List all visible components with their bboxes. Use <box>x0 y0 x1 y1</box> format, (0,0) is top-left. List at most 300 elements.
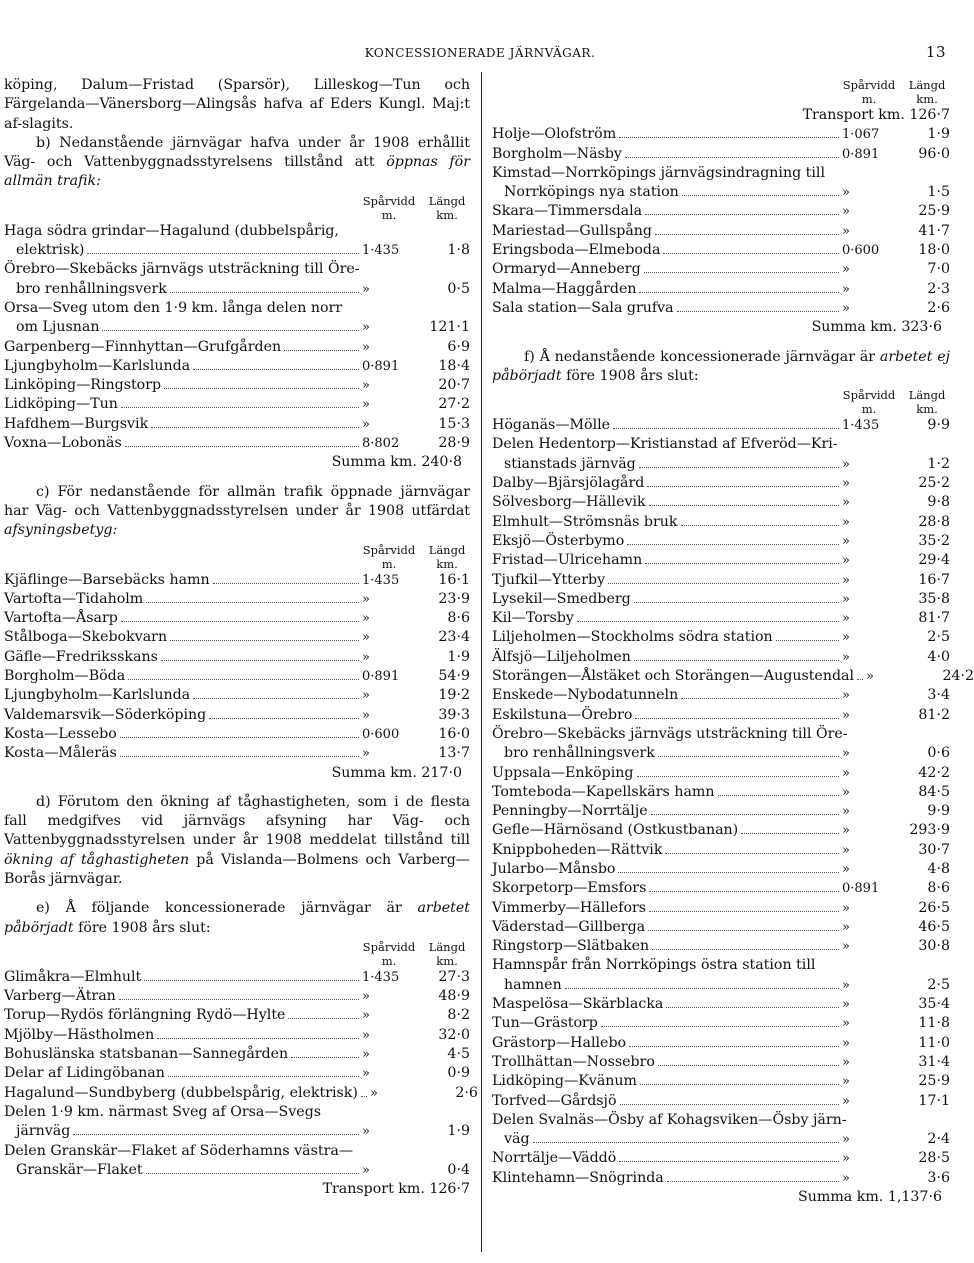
gauge-value: » <box>362 397 370 413</box>
gauge-value: » <box>842 611 850 627</box>
length-value: 28·9 <box>438 435 470 452</box>
right-column <box>492 76 974 1207</box>
table-row <box>492 918 950 937</box>
railway-name: Ljungbyholm—Karlslunda <box>4 687 191 704</box>
dot-leader <box>634 602 839 603</box>
length-value: 32·0 <box>438 1026 470 1043</box>
length-value: 15·3 <box>438 415 470 432</box>
table-row <box>4 648 470 667</box>
railway-name: järnväg <box>16 1123 71 1140</box>
table-row <box>492 493 950 512</box>
table-row <box>4 395 470 414</box>
dot-leader <box>284 350 359 351</box>
railway-name: Borgholm—Böda <box>4 668 126 685</box>
gauge-value: 1·435 <box>362 243 400 259</box>
col-head-gauge: Spårvidd m. <box>362 193 416 222</box>
length-value: 26·5 <box>918 899 950 916</box>
length-value: 1·9 <box>447 648 470 665</box>
table-row-text: Delen Svalnäs—Ösby af Kohagsviken—Ösby järn- <box>492 1111 847 1128</box>
railway-name: Torup—Rydös förlängning Rydö—Hylte <box>4 1007 286 1024</box>
dot-leader <box>121 407 359 408</box>
dot-leader <box>601 1026 839 1027</box>
gauge-value: » <box>842 185 850 201</box>
table-row <box>492 899 950 918</box>
length-value: 13·7 <box>438 745 470 762</box>
dot-leader <box>667 1181 839 1182</box>
section-c-text-main: c) För nedanstående för allmän trafik öppnade järnvägar har Väg- och Vattenbyggnadsstyrelsen under år 1908 utfärdat <box>4 483 470 519</box>
gauge-value: 1·435 <box>842 418 880 434</box>
dot-leader <box>649 911 839 912</box>
length-value: 18·0 <box>918 242 950 259</box>
gauge-value: » <box>866 669 875 685</box>
length-value: 18·4 <box>438 357 470 374</box>
gauge-value: » <box>842 804 850 820</box>
table-row <box>492 860 950 879</box>
table-row <box>492 455 950 474</box>
railway-name: Kil—Torsby <box>492 610 574 627</box>
railway-name: Malma—Haggården <box>492 280 637 297</box>
section-f-sum: Summa km. 1,137·6 <box>798 1189 942 1206</box>
dot-leader <box>119 999 359 1000</box>
gauge-value: 1·435 <box>362 572 400 588</box>
gauge-value: » <box>362 1027 370 1043</box>
length-value: 23·9 <box>438 590 470 607</box>
dot-leader <box>666 1007 839 1008</box>
section-c-sum: Summa km. 217·0 <box>331 764 462 781</box>
dot-leader <box>677 311 839 312</box>
right-column-heads <box>492 78 950 106</box>
dot-leader <box>637 776 839 777</box>
gauge-value: » <box>842 495 850 511</box>
railway-name: om Ljusnan <box>16 319 100 336</box>
dot-leader <box>120 737 359 738</box>
table-row <box>492 1053 950 1072</box>
railway-name: Enskede—Nybodatunneln <box>492 687 679 704</box>
table-row <box>4 1026 470 1045</box>
gauge-value: » <box>362 1162 370 1178</box>
length-value: 1·5 <box>927 184 950 201</box>
table-row-text: Kimstad—Norrköpings järnvägsindragning till <box>492 164 825 181</box>
section-c-emphasis: afsyningsbetyg: <box>4 522 118 539</box>
table-row <box>4 609 470 628</box>
length-value: 11·8 <box>918 1015 950 1032</box>
dot-leader <box>161 660 359 661</box>
dot-leader <box>658 756 839 757</box>
table-row-text: Orsa—Sveg utom den 1·9 km. långa delen norr <box>4 299 343 316</box>
dot-leader <box>121 621 359 622</box>
gauge-value: » <box>842 204 850 220</box>
dot-leader <box>776 640 839 641</box>
length-value: 27·3 <box>438 968 470 985</box>
dot-leader <box>649 505 839 506</box>
length-value: 16·7 <box>918 571 950 588</box>
table-row <box>4 968 470 987</box>
length-value: 293·9 <box>909 822 950 839</box>
table-row <box>492 1072 950 1091</box>
dot-leader <box>652 949 839 950</box>
section-b-emphasis: öppnas för allmän trafik: <box>4 154 470 190</box>
length-value: 24·2 <box>942 668 974 685</box>
col-head-length: Längd km. <box>428 939 466 968</box>
length-value: 39·3 <box>438 706 470 723</box>
gauge-value: 0·600 <box>842 243 880 259</box>
table-row <box>492 183 950 202</box>
table-row <box>492 667 974 686</box>
gauge-value: » <box>842 784 850 800</box>
length-value: 27·2 <box>438 396 470 413</box>
table-row <box>492 821 950 840</box>
dot-leader <box>618 872 839 873</box>
dot-leader <box>168 1076 359 1077</box>
dot-leader <box>125 446 359 447</box>
railway-name: Norrtälje—Väddö <box>492 1150 617 1167</box>
length-value: 84·5 <box>918 783 950 800</box>
table-row <box>492 1169 950 1188</box>
dot-leader <box>170 640 359 641</box>
railway-name: Trollhättan—Nossebro <box>492 1053 655 1070</box>
railway-name: Höganäs—Mölle <box>492 417 611 434</box>
dot-leader <box>635 718 839 719</box>
table-row <box>492 609 950 628</box>
length-value: 1·9 <box>447 1123 470 1140</box>
gauge-value: » <box>842 1151 850 1167</box>
railway-name: Vimmerby—Hällefors <box>492 899 647 916</box>
col-head-length: Längd km. <box>908 78 946 106</box>
table-row-text: Delen Granskär—Flaket af Söderhamns västra— <box>4 1142 354 1159</box>
table-row <box>4 725 470 744</box>
section-c-text <box>4 483 470 541</box>
table-row <box>492 125 950 144</box>
dot-leader <box>170 292 359 293</box>
table-row <box>4 628 470 647</box>
gauge-value: » <box>842 1074 850 1090</box>
dot-leader <box>613 428 839 429</box>
length-value: 121·1 <box>429 319 470 336</box>
gauge-value: » <box>842 572 850 588</box>
gauge-value: » <box>362 1047 370 1063</box>
railway-name: Lysekil—Smedberg <box>492 590 631 607</box>
col-head-length: Längd km. <box>428 193 466 222</box>
dot-leader <box>151 427 359 428</box>
table-row <box>4 706 470 725</box>
table-row <box>492 299 950 318</box>
table-row <box>492 1014 950 1033</box>
section-f-column-heads <box>492 388 950 416</box>
col-head-gauge: Spårvidd m. <box>842 78 896 106</box>
railway-name: Ormaryd—Anneberg <box>492 261 641 278</box>
length-value: 30·7 <box>918 841 950 858</box>
dot-leader <box>87 253 359 254</box>
railway-name: Älfsjö—Liljeholmen <box>492 648 631 665</box>
railway-name: Hafdhem—Burgsvik <box>4 415 149 432</box>
table-row <box>492 1092 950 1111</box>
gauge-value: 8·802 <box>362 436 400 452</box>
table-row <box>492 222 950 241</box>
gauge-value: » <box>842 533 850 549</box>
gauge-value: » <box>842 591 850 607</box>
gauge-value: » <box>842 223 850 239</box>
section-e-text: e) Å följande koncessionerade järnvägar är arbetet påbörjadt före 1908 års slut: <box>4 900 470 936</box>
table-row-text: Örebro—Skebäcks järnvägs utsträckning till Öre- <box>4 261 360 278</box>
gauge-value: 1·435 <box>362 969 400 985</box>
length-value: 35·2 <box>918 532 950 549</box>
length-value: 9·9 <box>927 803 950 820</box>
table-row <box>4 1084 478 1103</box>
table-row <box>4 744 470 763</box>
railway-name: Voxna—Lobonäs <box>4 435 122 452</box>
dot-leader <box>164 388 359 389</box>
table-row <box>492 202 950 221</box>
length-value: 0·9 <box>447 1065 470 1082</box>
dot-leader <box>634 660 839 661</box>
railway-name: Jularbo—Månsbo <box>492 860 616 877</box>
dot-leader <box>146 1173 359 1174</box>
dot-leader <box>741 833 839 834</box>
table-row <box>492 280 950 299</box>
dot-leader <box>291 1057 359 1058</box>
col-head-gauge: Spårvidd m. <box>362 939 416 968</box>
length-value: 23·4 <box>438 629 470 646</box>
length-value: 0·5 <box>447 280 470 297</box>
section-f-emphasis: arbetet ej påbörjadt <box>492 348 950 384</box>
length-value: 2·4 <box>927 1131 950 1148</box>
section-c-column-heads <box>4 543 470 571</box>
dot-leader <box>213 583 359 584</box>
railway-name: Garpenberg—Finnhyttan—Grufgården <box>4 338 282 355</box>
railway-name: Knippboheden—Rättvik <box>492 841 663 858</box>
length-value: 41·7 <box>918 222 950 239</box>
table-row <box>4 686 470 705</box>
dot-leader <box>629 1046 839 1047</box>
dot-leader <box>157 1038 359 1039</box>
railway-name: Skorpetorp—Emsfors <box>492 880 647 897</box>
dot-leader <box>645 563 839 564</box>
railway-name: Sölvesborg—Hällevik <box>492 494 646 511</box>
length-value: 20·7 <box>438 377 470 394</box>
table-row <box>4 280 470 299</box>
dot-leader <box>645 214 839 215</box>
dot-leader <box>193 698 359 699</box>
dot-leader <box>639 292 839 293</box>
dot-leader <box>577 621 839 622</box>
table-row <box>4 376 470 395</box>
section-e-emphasis: arbetet påbörjadt <box>4 900 470 936</box>
length-value: 48·9 <box>438 988 470 1005</box>
col-head-length: Längd km. <box>428 542 466 571</box>
dot-leader <box>120 756 359 757</box>
length-value: 2·5 <box>927 629 950 646</box>
gauge-value: » <box>842 1035 850 1051</box>
railway-name: Granskär—Flaket <box>16 1161 143 1178</box>
gauge-value: » <box>842 514 850 530</box>
table-row-text: Hamnspår från Norrköpings östra station till <box>492 957 816 974</box>
table-row <box>4 1161 470 1180</box>
railway-name: Torfved—Gårdsjö <box>492 1092 617 1109</box>
length-value: 81·7 <box>918 610 950 627</box>
table-row-text: Delen 1·9 km. närmast Sveg af Orsa—Svegs <box>4 1103 322 1120</box>
section-e-transport: Transport km. 126·7 <box>322 1181 470 1198</box>
gauge-value: » <box>842 861 850 877</box>
railway-name: Uppsala—Enköping <box>492 764 634 781</box>
railway-name: Sala station—Sala grufva <box>492 299 674 316</box>
gauge-value: » <box>842 919 850 935</box>
length-value: 25·9 <box>918 1073 950 1090</box>
table-row <box>492 937 950 956</box>
railway-name: elektrisk) <box>16 242 85 259</box>
col-head-gauge: Spårvidd m. <box>362 542 416 571</box>
table-row <box>492 416 950 435</box>
length-value: 96·0 <box>918 145 950 162</box>
table-row <box>4 1064 470 1083</box>
length-value: 16·1 <box>438 571 470 588</box>
section-f-text: f) Å nedanstående koncessionerade järnvägar är arbetet ej påbörjadt före 1908 års slut: <box>492 348 950 384</box>
gauge-value: » <box>362 1066 370 1082</box>
length-value: 4·5 <box>447 1046 470 1063</box>
gauge-value: » <box>842 900 850 916</box>
table-row <box>4 357 470 376</box>
railway-name: Tun—Grästorp <box>492 1015 598 1032</box>
gauge-value: » <box>842 1054 850 1070</box>
gauge-value: » <box>842 553 850 569</box>
dot-leader <box>647 486 839 487</box>
gauge-value: » <box>362 707 370 723</box>
gauge-value: » <box>362 746 370 762</box>
length-value: 46·5 <box>918 918 950 935</box>
railway-name: Hagalund—Sundbyberg (dubbelspårig, elektrisk) <box>4 1084 358 1101</box>
right-transport: Transport km. 126·7 <box>802 107 950 123</box>
length-value: 2·6 <box>927 299 950 316</box>
table-row <box>492 551 950 570</box>
gauge-value: » <box>842 765 850 781</box>
length-value: 42·2 <box>918 764 950 781</box>
gauge-value: » <box>362 339 370 355</box>
gauge-value: » <box>842 707 850 723</box>
page-number: 13 <box>925 43 946 61</box>
length-value: 2·6 <box>455 1084 478 1101</box>
running-title: KONCESSIONERADE JÄRNVÄGAR. <box>364 46 596 60</box>
dot-leader <box>146 602 359 603</box>
dot-leader <box>102 330 359 331</box>
table-row <box>492 1149 950 1168</box>
railway-name: Vartofta—Tidaholm <box>4 590 144 607</box>
right-sum-1: Summa km. 323·6 <box>811 319 942 336</box>
dot-leader <box>620 1104 840 1105</box>
dot-leader <box>73 1134 359 1135</box>
section-c-table <box>4 571 470 764</box>
section-e-table <box>4 968 478 1180</box>
gauge-value: » <box>362 416 370 432</box>
dot-leader <box>209 718 359 719</box>
table-row <box>492 802 950 821</box>
railway-name: Gäfle—Fredriksskans <box>4 648 158 665</box>
dot-leader <box>619 137 839 138</box>
table-row <box>492 145 950 164</box>
railway-name: Eksjö—Österbymo <box>492 532 625 549</box>
table-row <box>492 976 950 995</box>
table-row <box>492 841 950 860</box>
table-row-text: Haga södra grindar—Hagalund (dubbelspårig, <box>4 222 339 239</box>
gauge-value: » <box>842 746 850 762</box>
railway-name: Kosta—Lessebo <box>4 725 117 742</box>
railway-name: Bohuslänska statsbanan—Sannegården <box>4 1046 289 1063</box>
gauge-value: » <box>362 320 370 336</box>
section-d-text: d) Förutom den ökning af tåghastigheten, som i de flesta fall medgifves vid järnvägs afsyning har Väg- och Vattenbyggnadsstyrelsen under år 1908 meddelat tillstånd till ökning af tåghastigheten på Vislanda—Bolmens och Varberg—Borås järnvägar. <box>4 793 470 887</box>
gauge-value: 0·891 <box>842 881 880 897</box>
railway-name: Gefle—Härnösand (Ostkustbanan) <box>492 822 739 839</box>
length-value: 1·2 <box>927 455 950 472</box>
length-value: 31·4 <box>918 1053 950 1070</box>
railway-name: Vartofta—Åsarp <box>4 610 118 627</box>
length-value: 6·9 <box>447 338 470 355</box>
railway-name: Lidköping—Tun <box>4 396 118 413</box>
dot-leader <box>651 814 839 815</box>
table-row <box>492 764 950 783</box>
railway-name: väg <box>504 1131 530 1148</box>
gauge-value: » <box>362 649 370 665</box>
railway-name: Kosta—Måleräs <box>4 745 117 762</box>
table-row <box>4 571 470 590</box>
gauge-value: » <box>362 591 370 607</box>
table-row <box>492 1034 950 1053</box>
gauge-value: » <box>362 611 370 627</box>
gauge-value: » <box>842 939 850 955</box>
section-b-text <box>4 134 470 192</box>
gauge-value: » <box>842 1170 850 1186</box>
length-value: 25·2 <box>918 475 950 492</box>
railway-name: Ljungbyholm—Karlslunda <box>4 357 191 374</box>
railway-name: Skara—Timmersdala <box>492 203 643 220</box>
gauge-value: » <box>842 688 850 704</box>
gauge-value: » <box>362 989 370 1005</box>
table-row <box>492 532 950 551</box>
length-value: 2·3 <box>927 280 950 297</box>
railway-name: Fristad—Ulricehamn <box>492 552 643 569</box>
right-table-continued <box>492 125 950 318</box>
gauge-value: 0·891 <box>362 669 400 685</box>
dot-leader <box>619 1161 839 1162</box>
railway-name: Glimåkra—Elmhult <box>4 968 142 985</box>
gauge-value: » <box>842 1132 850 1148</box>
length-value: 30·8 <box>918 938 950 955</box>
railway-name: Mariestad—Gullspång <box>492 222 652 239</box>
railway-name: Kjäflinge—Barsebäcks hamn <box>4 571 210 588</box>
dot-leader <box>361 1096 367 1097</box>
gauge-value: » <box>842 300 850 316</box>
railway-name: Penningby—Norrtälje <box>492 803 648 820</box>
table-row <box>492 241 950 260</box>
table-row <box>4 318 470 337</box>
dot-leader <box>288 1018 359 1019</box>
table-row <box>492 260 950 279</box>
railway-name: bro renhållningsverk <box>504 745 655 762</box>
gauge-value: » <box>842 456 850 472</box>
railway-name: Maspelösa—Skärblacka <box>492 996 664 1013</box>
dot-leader <box>665 853 839 854</box>
table-row <box>492 513 950 532</box>
railway-name: Dalby—Bjärsjölagård <box>492 475 645 492</box>
table-row <box>492 686 950 705</box>
railway-name: Liljeholmen—Stockholms södra station <box>492 629 773 646</box>
railway-name: Lidköping—Kvänum <box>492 1073 638 1090</box>
railway-name: Storängen—Ålstäket och Storängen—Augustendal <box>492 668 855 685</box>
gauge-value: » <box>362 281 370 297</box>
dot-leader <box>128 679 359 680</box>
dot-leader <box>608 583 839 584</box>
table-row <box>4 590 470 609</box>
table-row <box>492 783 950 802</box>
railway-name: Holje—Olofström <box>492 126 617 143</box>
dot-leader <box>644 272 839 273</box>
